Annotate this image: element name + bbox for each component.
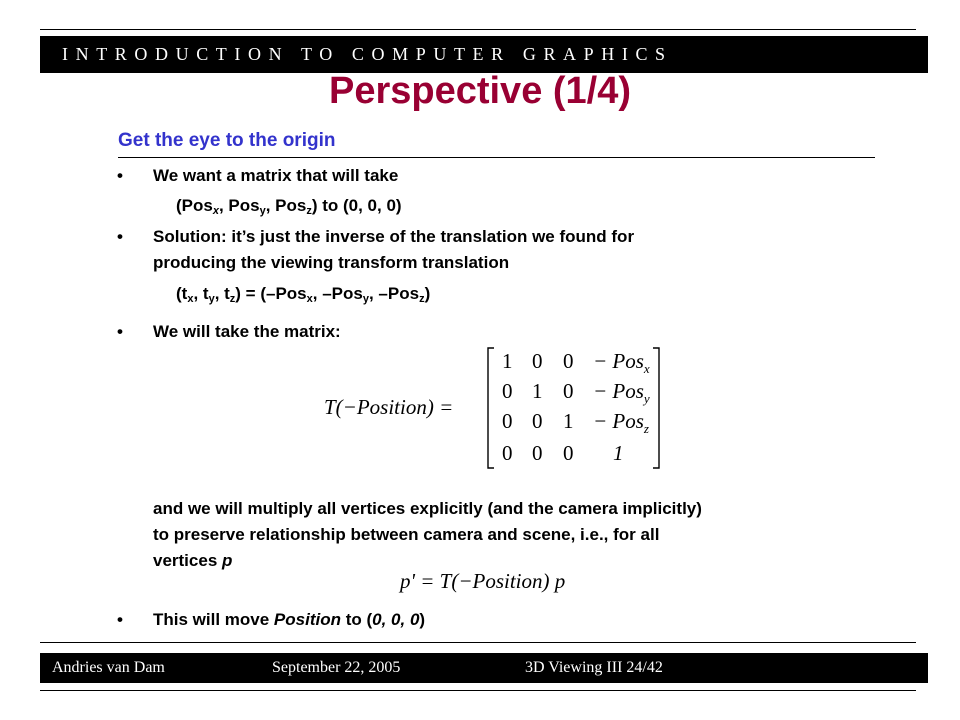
matrix-cell: 1 bbox=[613, 441, 624, 465]
para-line-3: vertices p bbox=[153, 551, 233, 570]
footer-author: Andries van Dam bbox=[52, 659, 165, 676]
footer-top-rule bbox=[40, 642, 916, 643]
matrix-left-bracket bbox=[488, 348, 494, 468]
equation-text: p' = T(−Position) p bbox=[400, 569, 566, 593]
matrix-cell: 0 bbox=[502, 379, 513, 403]
translation-matrix bbox=[318, 342, 668, 472]
subtitle-rule bbox=[118, 157, 875, 158]
para-line-1: and we will multiply all vertices explicitly (and the camera implicitly) bbox=[153, 499, 702, 518]
bullet-3: • bbox=[117, 322, 123, 341]
footer-bar bbox=[40, 653, 928, 683]
slide-title: Perspective (1/4) bbox=[328, 70, 632, 112]
matrix-cell: 1 bbox=[532, 379, 543, 403]
bottom-rule bbox=[40, 690, 916, 691]
bullet-2-text-a: Solution: it’s just the inverse of the translation we found for bbox=[153, 227, 635, 246]
matrix-cell: 0 bbox=[502, 409, 513, 433]
matrix-cell: 0 bbox=[532, 349, 543, 373]
matrix-cell: 0 bbox=[563, 349, 574, 373]
matrix-cell: 1 bbox=[502, 349, 513, 373]
footer-lecture: 3D Viewing III 24/42 bbox=[525, 659, 663, 676]
matrix-cell: 0 bbox=[532, 409, 543, 433]
top-rule bbox=[40, 29, 916, 30]
para-line-2: to preserve relationship between camera and scene, i.e., for all bbox=[153, 525, 660, 544]
matrix-cell: 1 bbox=[563, 409, 574, 433]
bullet-4: • bbox=[117, 610, 123, 629]
bullet-3-text: We will take the matrix: bbox=[153, 322, 341, 341]
pos-line: (Pos$_x$, Pos$_y$, Pos$_z$) to (0, 0, 0) bbox=[176, 196, 402, 217]
translation-line: ($t_x$, $t_y$, $t_z) = (-Pos_x$, –Pos$_y$, –Pos$_z$) bbox=[176, 284, 431, 305]
matrix-cell: − Pos$_z$ bbox=[593, 409, 649, 436]
bullet-2: • bbox=[117, 227, 123, 246]
matrix-cell: 0 bbox=[563, 379, 574, 403]
matrix-lhs: T(−Position) = bbox=[324, 395, 454, 419]
course-banner: INTRODUCTION TO COMPUTER GRAPHICS bbox=[40, 36, 928, 73]
matrix-cell: − Pos$_y$ bbox=[593, 379, 650, 406]
vertex-transform-equation bbox=[398, 566, 598, 598]
matrix-right-bracket bbox=[653, 348, 659, 468]
footer-date: September 22, 2005 bbox=[272, 659, 401, 676]
matrix-cell: − Pos$_x$ bbox=[593, 349, 650, 376]
bullet-1: • bbox=[117, 166, 123, 185]
matrix-cell: 0 bbox=[563, 441, 574, 465]
matrix-cell: 0 bbox=[502, 441, 513, 465]
bullet-2-text-b: producing the viewing transform translation bbox=[153, 253, 510, 272]
bullet-1-text: We want a matrix that will take bbox=[153, 166, 399, 185]
slide-subtitle: Get the eye to the origin bbox=[118, 130, 336, 151]
matrix-cell: 0 bbox=[532, 441, 543, 465]
bullet-4-text: This will move Position to (0, 0, 0) bbox=[153, 610, 426, 629]
